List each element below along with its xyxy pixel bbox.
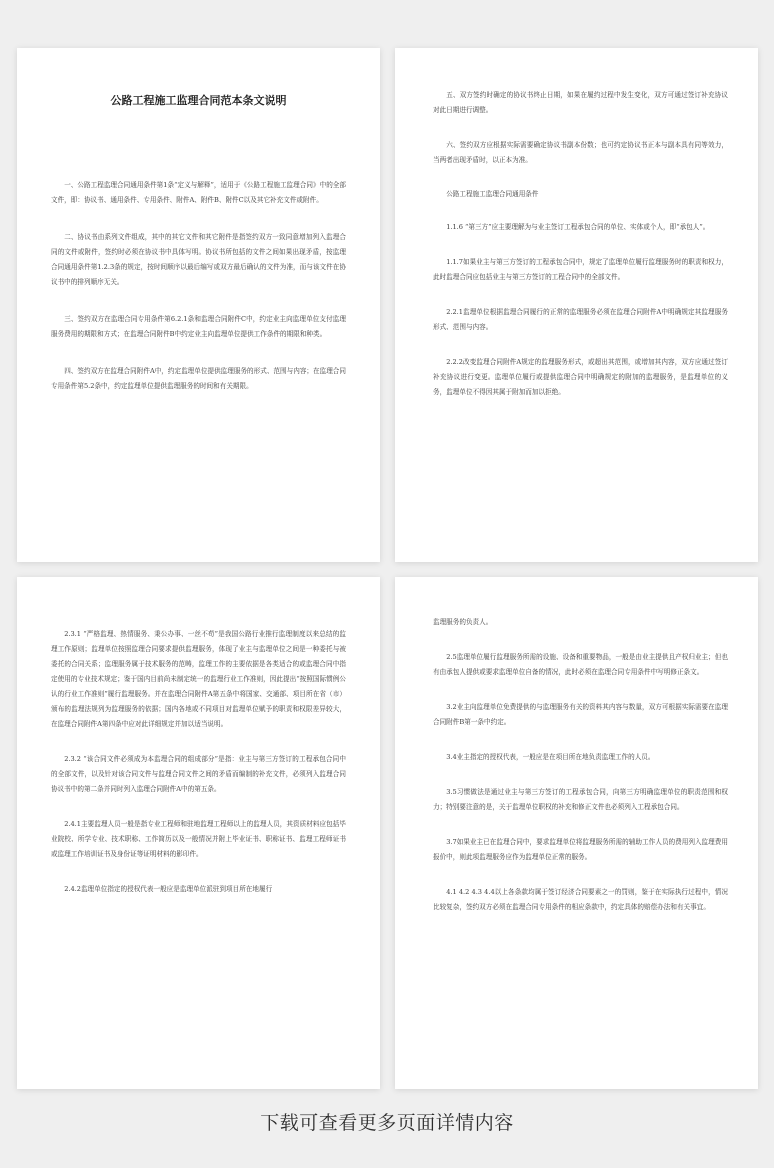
paragraph: 3.2业主向监理单位免费提供的与监理服务有关的资料其内容与数量，双方可根据实际需要在监理合同附件B第一条中约定。: [433, 703, 728, 726]
footer-caption: 下载可查看更多页面详情内容: [260, 1112, 514, 1134]
paragraph: 3.4业主指定的授权代表，一般应是在项目所在地负责监理工作的人员。: [446, 753, 655, 761]
paragraph: 3.7如果业主已在监理合同中，要求监理单位将监理服务所需的辅助工作人员的费用列入监理费用报价中，则此项监理服务应作为监理单位正常的服务。: [433, 838, 728, 861]
clause: 1.1.6 “第三方”应主要理解为与业主签订工程承包合同的单位、实体或个人，即“承包人”。: [446, 223, 710, 231]
document-title: 公路工程施工监理合同范本条文说明: [110, 94, 287, 107]
paragraph: 2.4.1主要监理人员一般是指专业工程师和驻地监理工程师以上的监理人员，其资质材料应包括毕业院校、所学专业、技术职称、工作简历以及一般情况并附上毕业证书、职称证书、监理工程师证书或监理工作培训证书及身份证等证明材料的影印件。: [51, 820, 346, 858]
document-page-4: [395, 577, 758, 1089]
paragraph: 一、公路工程监理合同通用条件第1条“定义与解释”，适用于《公路工程施工监理合同》中的全部文件，即：协议书、通用条件、专用条件、附件A、附件B、附件C以及其它补充文件或附件。: [51, 181, 346, 204]
paragraph: 二、协议书由系列文件组成，其中的其它文件和其它附件是指签约双方一致同意增加列入监理合同的文件或附件，签约时必须在协议书中具体写明。协议书所包括的文件之间如果出现矛盾，按监理合同通用条件第1.2.3条的规定，按时间顺序以最后编写或双方最后确认的文件为准，而与该文件在协议书中的排列顺序无关。: [51, 233, 346, 286]
clause: 1.1.7如果业主与第三方签订的工程承包合同中，规定了监理单位履行监理服务时的职责和权力，此时监理合同应包括业主与第三方签订的工程合同中的全部文件。: [433, 258, 728, 281]
paragraph: 4.1 4.2 4.3 4.4以上各条款均属于签订经济合同要素之一的罚则，鉴于在实际执行过程中，情况比较复杂，签约双方必须在监理合同专用条件的相应条款中，约定具体的赔偿办法和有关事宜。: [433, 888, 728, 911]
paragraph: 三、签约双方在监理合同专用条件第6.2.1条和监理合同附件C中，约定业主向监理单位支付监理服务费用的期限和方式；在监理合同附件B中约定业主向监理单位提供工作条件的期限和种类。: [51, 315, 346, 338]
paragraph: 六、签约双方应根据实际需要确定协议书副本份数；也可约定协议书正本与副本具有同等效力，当两者出现矛盾时，以正本为准。: [433, 141, 728, 164]
document-page-2: [395, 48, 758, 562]
paragraph: 2.3.2 “该合同文件必须成为本监理合同的组成部分”是指：业主与第三方签订的工程承包合同中的全部文件，以及针对该合同文件与监理合同文件之间的矛盾而编制的补充文件，必须列入监理合同协议书中的第二条并同时列入监理合同附件A中的第五条。: [51, 755, 346, 793]
clause: 2.2.2改变监理合同附件A规定的监理服务形式，或超出其范围，或增加其内容，双方应通过签订补充协议进行变更。监理单位履行或提供监理合同中明确规定的附加的监理服务，是监理单位的义务，监理单位不得因其属于附加而加以拒绝。: [433, 358, 728, 396]
paragraph: 3.5习惯做法是通过业主与第三方签订的工程承包合同，向第三方明确监理单位的职责范围和权力；特别要注意的是，关于监理单位职权的补充和修正文件也必须列入工程承包合同。: [433, 788, 728, 811]
section-heading: 公路工程施工监理合同通用条件: [446, 190, 539, 198]
document-page-3: [17, 577, 380, 1089]
paragraph: 2.5监理单位履行监理服务所需的设施、设备和重要物品，一般是由业主提供且产权归业主；但也有由承包人提供或要求监理单位自备的情况，此时必须在监理合同专用条件中写明修正条文。: [433, 653, 728, 676]
paragraph-continuation: 监理服务的负责人。: [433, 618, 493, 626]
paragraph: 五、双方签约时确定的协议书终止日期，如果在履约过程中发生变化，双方可通过签订补充协议对此日期进行调整。: [433, 91, 728, 114]
paragraph: 2.4.2监理单位指定的授权代表一般应是监理单位派驻到项目所在地履行: [64, 885, 273, 893]
paragraph: 2.3.1 “严格监理、热情服务、秉公办事、一丝不苟”是我国公路行业推行监理制度以来总结的监理工作原则；监理单位按照监理合同要求提供监理服务，体现了业主与监理单位之间是一种委托与被委托的合同关系；监理服务属于技术服务的范畴，监理工作的主要依据是各类适合的或监理合同中指定使用的专业技术规定；鉴于国内目前尚未制定统一的监理行业工作准则，因此提出“按照国际惯例公认的行业工作准则”履行监理服务。并在监理合同附件A第五条中将国家、交通部、项目所在省（市）颁布的监理法规列为监理服务的依据；国内各地或不同项目对监理单位赋予的职责和权限差异较大，在监理合同附件A第四条中应对此详细规定并加以适当说明。: [51, 630, 346, 728]
clause: 2.2.1监理单位根据监理合同履行的正常的监理服务必须在监理合同附件A中明确规定其监理服务形式、范围与内容。: [433, 308, 728, 331]
document-page-1: [17, 48, 380, 562]
paragraph: 四、签约双方在监理合同附件A中，约定监理单位提供监理服务的形式、范围与内容；在监理合同专用条件第5.2条中，约定监理单位提供监理服务的时间和有关期限。: [51, 367, 346, 390]
